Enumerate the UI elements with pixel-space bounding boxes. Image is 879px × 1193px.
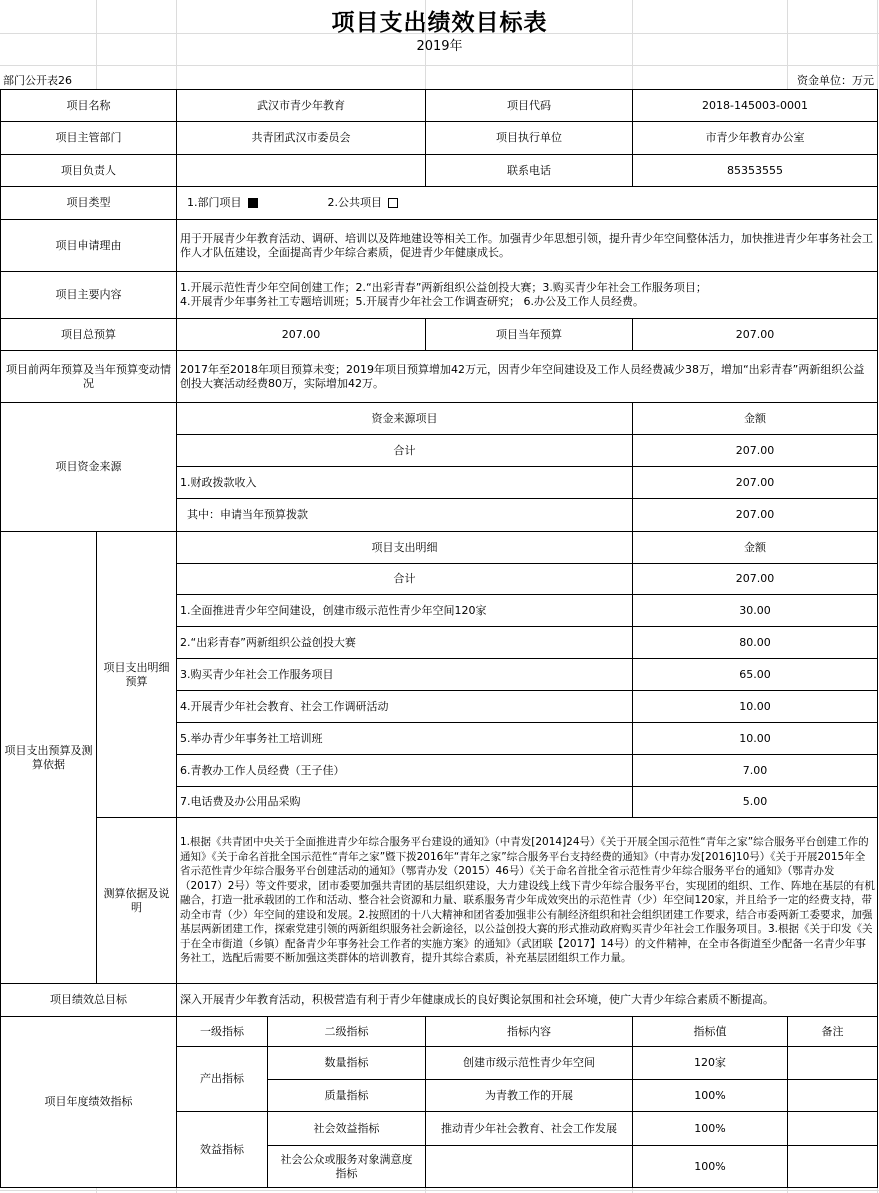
funding-source-label: 项目资金来源 [0,402,177,532]
goal-label: 项目绩效总目标 [0,983,177,1017]
content-line-1: 1.开展示范性青少年空间创建工作；2.“出彩青春”两新组织公益创投大赛；3.购买青少年社会工作服务项目； [180,281,707,294]
expense-col-amount: 金额 [632,531,878,564]
expense-row-amount[interactable]: 30.00 [632,594,878,627]
expense-row-item[interactable]: 7.电话费及办公用品采购 [176,786,633,818]
indicator-content[interactable] [425,1145,633,1188]
basis-value[interactable] [176,817,878,984]
expense-row-item[interactable]: 合计 [176,563,633,595]
expense-row-amount[interactable]: 80.00 [632,626,878,659]
leader-label: 项目负责人 [0,154,177,187]
indicator-content[interactable]: 为青教工作的开展 [425,1079,633,1112]
budget-change-label: 项目前两年预算及当年预算变动情况 [0,350,177,403]
grid-line [0,1190,879,1191]
indicator-col-content: 指标内容 [425,1016,633,1047]
dept-label: 项目主管部门 [0,121,177,155]
checked-box-icon [248,198,258,208]
expense-row-item[interactable]: 3.购买青少年社会工作服务项目 [176,658,633,691]
indicator-col-note: 备注 [787,1016,878,1047]
reason-text: 用于开展青少年教育活动、调研、培训以及阵地建设等相关工作。加强青少年思想引领，提升青少年空间整体活力，加快推进青少年事务社会工作人才队伍建设，全面提高青少年综合素质，促进青少年健康成长。 [180,231,873,259]
indicator-value[interactable]: 100% [632,1145,788,1188]
indicator-level2[interactable]: 质量指标 [267,1079,426,1112]
leader-value[interactable] [176,154,426,187]
expense-detail-label: 项目支出明细预算 [96,531,177,818]
type-option-public-label: 2.公共项目 [327,196,382,209]
page-title: 项目支出绩效目标表 [331,10,548,36]
basis-text: 1.根据《共青团中央关于全面推进青少年综合服务平台建设的通知》（中青发[2014]24号）《关于开展全国示范性“青年之家”综合服务平台创建工作的通知》《关于命名首批全国示范性“青年之家”暨下拨2016年“青年之家”综合服务平台支持经费的通知》（中青办发[2016]10号）《关于开展2015年全省示范性青少年综合服务平台创建活动的通知》（鄂青办发（2015）46号）《关于命名首批全省示范性青少年综合服务平台的通知》（鄂青办发（2017）2号）等文件要求，团市委要加强共青团的基层组织建设，大力建设线上线下青少年综合服务平台，实现团的组织、工作、阵地在基层的有机融合，打造一批承载团的工作和活动、整合社会资源和力量、联系服务青少年成效突出的示范性青（少）年空间120家，并且给予一定的经费支持，带动全市青（少）年空间的建设和发展。2.按照团的十八大精神和团省委加强非公有制经济组织和社会组织团建工作要求，结合市委两新工委要求，加强基层两新团建工作，探索党建引领的两新组织服务社会新途径，以公益创投大赛的形式推动政府购买青少年社会工作服务项目。3.根据《关于印发《关于在全市街道（乡镇）配备青少年事务社会工作者的实施方案》的通知》（武团联【2017】14号）的文件精神，在全市各街道至少配备一名青少年事务社工，选配后需要不断加强这类群体的培训教育，提升其综合素质，补充基层团组织工作力量。 [180,836,875,965]
funding-row-item[interactable]: 1.财政拨款收入 [176,466,633,499]
grid-line [0,65,879,66]
indicator-level1: 产出指标 [176,1046,268,1112]
indicator-content[interactable]: 创建市级示范性青少年空间 [425,1046,633,1080]
indicator-content[interactable]: 推动青少年社会教育、社会工作发展 [425,1111,633,1146]
expense-row-amount[interactable]: 10.00 [632,690,878,723]
indicator-level2[interactable]: 数量指标 [267,1046,426,1080]
goal-text: 深入开展青少年教育活动，积极营造有利于青少年健康成长的良好舆论氛围和社会环境，使广大青少年综合素质不断提高。 [180,993,774,1006]
content-label: 项目主要内容 [0,271,177,319]
indicator-note[interactable] [787,1046,878,1080]
funding-col-amount: 金额 [632,402,878,435]
indicator-note[interactable] [787,1079,878,1112]
funding-row-amount[interactable]: 207.00 [632,466,878,499]
type-option-dept-label: 1.部门项目 [187,196,242,209]
phone-value[interactable]: 85353555 [632,154,878,187]
budget-change-value[interactable] [176,350,878,403]
indicator-col-level2: 二级指标 [267,1016,426,1047]
year-label: 2019年 [416,39,463,54]
current-budget-label: 项目当年预算 [425,318,633,351]
unit-label: 资金单位：万元 [797,74,874,87]
basis-label: 测算依据及说明 [96,817,177,984]
indicator-level2[interactable]: 社会效益指标 [267,1111,426,1146]
expense-col-item: 项目支出明细 [176,531,633,564]
total-budget-label: 项目总预算 [0,318,177,351]
indicator-col-value: 指标值 [632,1016,788,1047]
indicator-note[interactable] [787,1111,878,1146]
expense-row-amount[interactable]: 5.00 [632,786,878,818]
annual-indicators-label: 项目年度绩效指标 [0,1016,177,1188]
expense-row-amount[interactable]: 7.00 [632,754,878,787]
indicator-level2[interactable]: 社会公众或服务对象满意度指标 [267,1145,426,1188]
funding-row-amount[interactable]: 207.00 [632,498,878,532]
exec-unit-label: 项目执行单位 [425,121,633,155]
unchecked-box-icon [388,198,398,208]
exec-unit-value[interactable]: 市青少年教育办公室 [632,121,878,155]
dept-value[interactable]: 共青团武汉市委员会 [176,121,426,155]
funding-row-item[interactable]: 合计 [176,434,633,467]
funding-col-item: 资金来源项目 [176,402,633,435]
budget-change-text: 2017年至2018年项目预算未变；2019年项目预算增加42万元，因青少年空间建设及工作人员经费减少38万，增加“出彩青春”两新组织公益创投大赛活动经费80万，实际增加42万。 [180,362,865,390]
goal-value[interactable] [176,983,878,1017]
expense-row-item[interactable]: 4.开展青少年社会教育、社会工作调研活动 [176,690,633,723]
content-value[interactable] [176,271,878,319]
expense-row-amount[interactable]: 65.00 [632,658,878,691]
project-code-value[interactable]: 2018-145003-0001 [632,89,878,122]
indicator-value[interactable]: 120家 [632,1046,788,1080]
expense-row-item[interactable]: 2.“出彩青春”两新组织公益创投大赛 [176,626,633,659]
expense-row-amount[interactable]: 207.00 [632,563,878,595]
funding-row-amount[interactable]: 207.00 [632,434,878,467]
indicator-note[interactable] [787,1145,878,1188]
phone-label: 联系电话 [425,154,633,187]
dept-table-label: 部门公开表26 [3,74,72,87]
reason-value[interactable] [176,219,878,272]
expense-row-item[interactable]: 6.青教办工作人员经费（王子佳） [176,754,633,787]
content-line-2: 4.开展青少年事务社工专题培训班；5.开展青少年社会工作调查研究； 6.办公及工作人员经费。 [180,295,644,308]
project-type-label: 项目类型 [0,186,177,220]
indicator-col-level1: 一级指标 [176,1016,268,1047]
project-name-value[interactable]: 武汉市青少年教育 [176,89,426,122]
type-option-public[interactable] [328,196,399,210]
expense-budget-label: 项目支出预算及测算依据 [0,531,97,984]
indicator-value[interactable]: 100% [632,1111,788,1146]
expense-row-item[interactable]: 1.全面推进青少年空间建设，创建市级示范性青少年空间120家 [176,594,633,627]
current-budget-value[interactable]: 207.00 [632,318,878,351]
expense-row-item[interactable]: 5.举办青少年事务社工培训班 [176,722,633,755]
indicator-level1: 效益指标 [176,1111,268,1188]
expense-row-amount[interactable]: 10.00 [632,722,878,755]
type-option-dept[interactable] [187,196,258,210]
project-name-label: 项目名称 [0,89,177,122]
total-budget-value[interactable]: 207.00 [176,318,426,351]
indicator-value[interactable]: 100% [632,1079,788,1112]
project-code-label: 项目代码 [425,89,633,122]
reason-label: 项目申请理由 [0,219,177,272]
funding-row-item[interactable]: 其中：申请当年预算拨款 [176,498,633,532]
project-type-options [176,186,878,220]
